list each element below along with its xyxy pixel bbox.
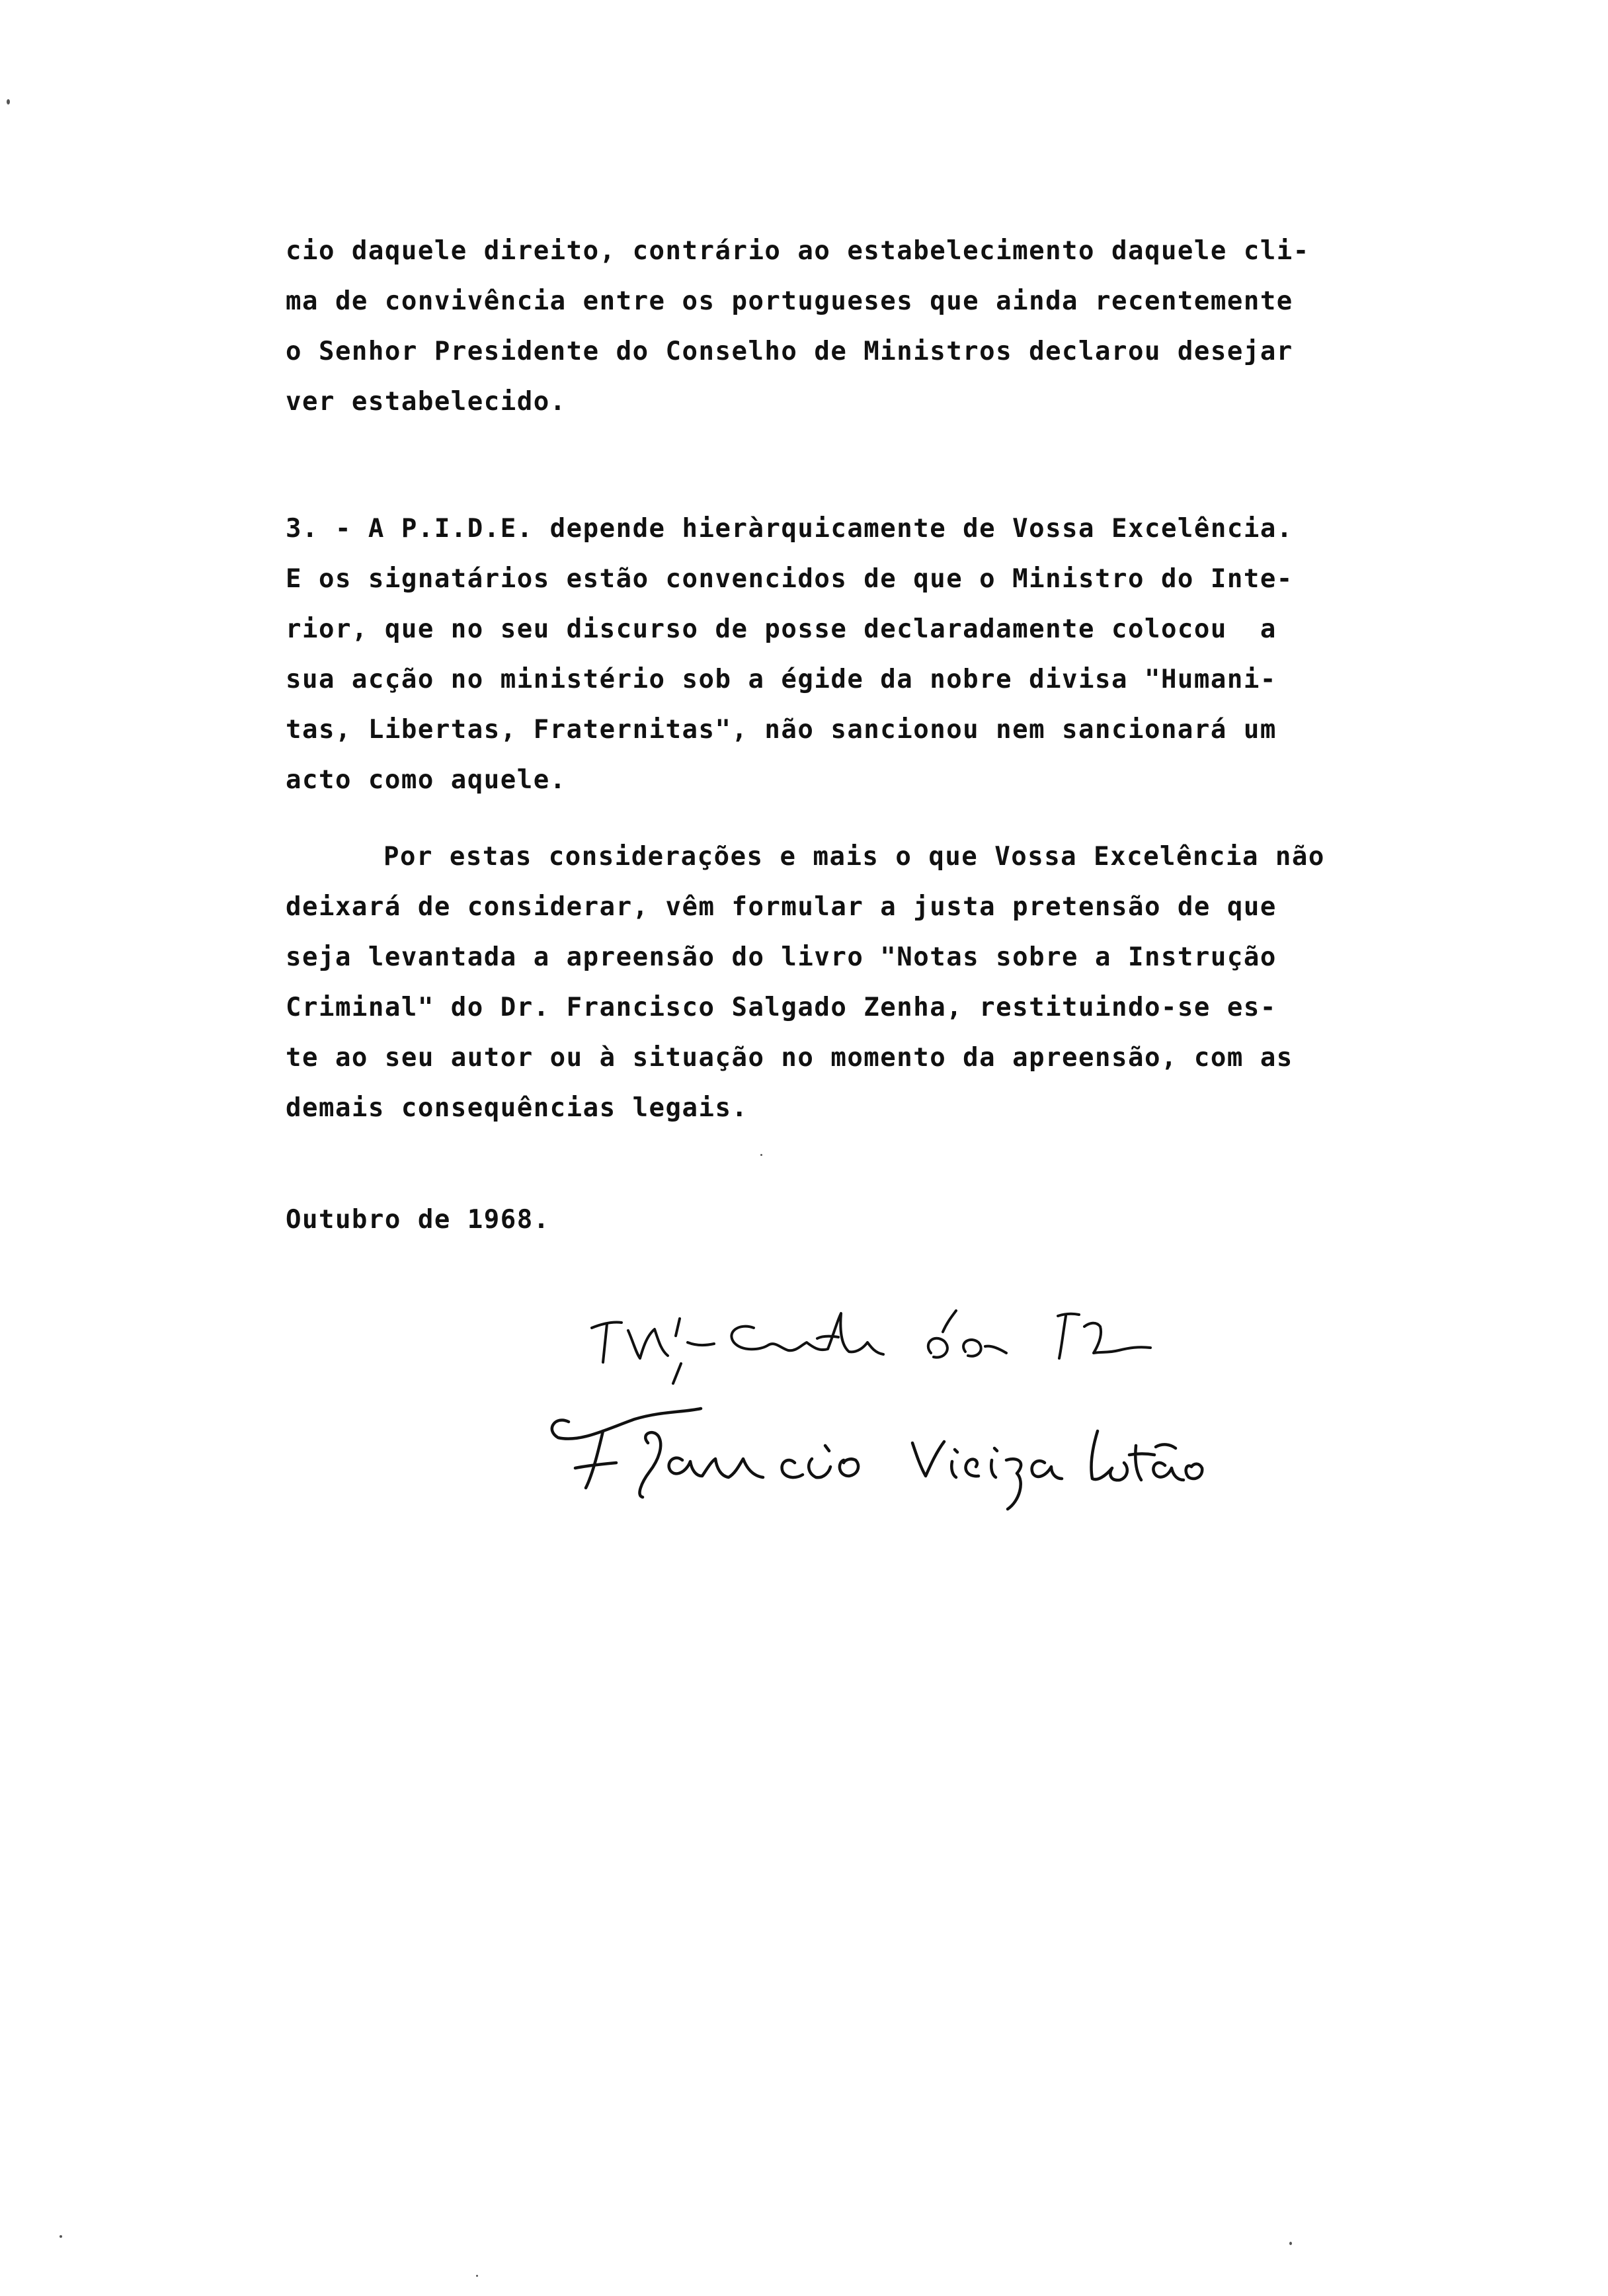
scan-speck	[476, 2275, 478, 2277]
signature-2	[552, 1409, 1202, 1509]
scan-speck	[60, 2235, 62, 2238]
scan-speck	[760, 1154, 762, 1156]
text-line: cio daquele direito, contrário ao estabelecimento daquele cli-	[286, 236, 1310, 266]
text-line: te ao seu autor ou à situação no momento da apreensão, com as	[286, 1043, 1293, 1073]
text-line: ver estabelecido.	[286, 387, 567, 417]
letter-body	[286, 226, 1542, 1133]
signature-1	[592, 1311, 1150, 1383]
text-line: demais consequências legais.	[286, 1093, 748, 1123]
text-line: o Senhor Presidente do Conselho de Ministros declarou desejar	[286, 337, 1293, 366]
scan-speck	[1289, 2242, 1292, 2245]
text-line: Criminal" do Dr. Francisco Salgado Zenha, restituindo-se es-	[286, 993, 1277, 1022]
scan-speck	[7, 99, 10, 104]
text-line: 3. - A P.I.D.E. depende hieràrquicamente de Vossa Excelência.	[286, 514, 1293, 544]
text-line: seja levantada a apreensão do livro "Notas sobre a Instrução	[286, 942, 1277, 972]
text-line: E os signatários estão convencidos de que o Ministro do Inte-	[286, 564, 1293, 594]
text-line: rior, que no seu discurso de posse declaradamente colocou a	[286, 614, 1277, 644]
handwritten-signatures	[529, 1290, 1455, 1594]
text-line: acto como aquele.	[286, 765, 567, 795]
text-line: ma de convivência entre os portugueses que ainda recentemente	[286, 286, 1293, 316]
text-line: tas, Libertas, Fraternitas", não sancionou nem sancionará um	[286, 715, 1277, 745]
text-line: Por estas considerações e mais o que Vossa Excelência não	[383, 842, 1325, 872]
text-line: deixará de considerar, vêm formular a justa pretensão de que	[286, 892, 1277, 922]
text-line: sua acção no ministério sob a égide da nobre divisa "Humani-	[286, 665, 1277, 694]
letter-date: Outubro de 1968.	[286, 1205, 550, 1235]
